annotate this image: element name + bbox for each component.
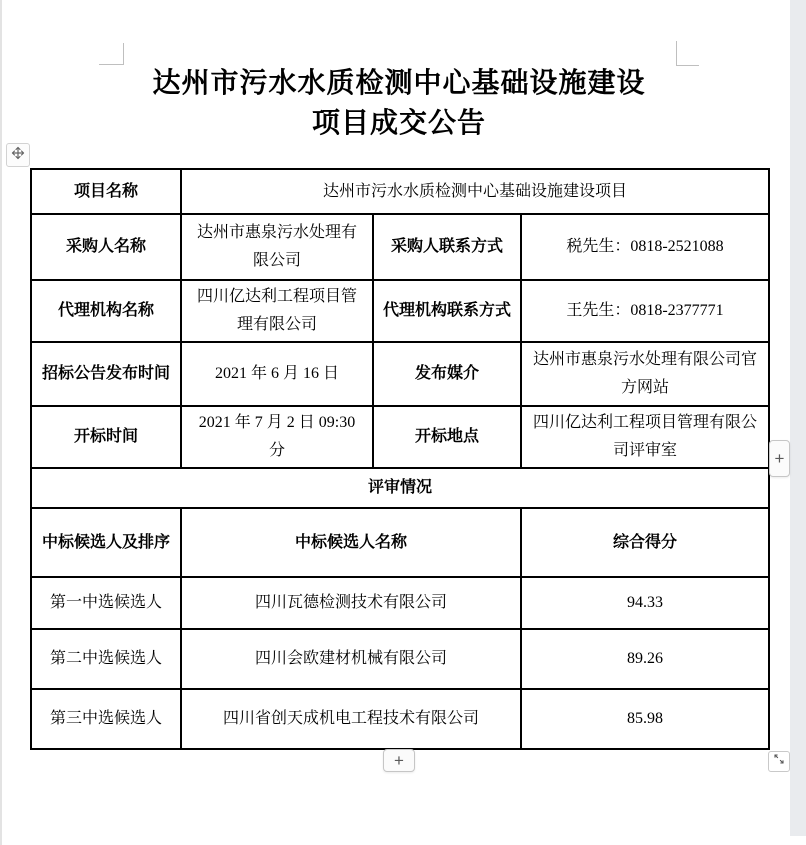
cell-announce-date-label[interactable]: 招标公告发布时间 — [31, 342, 181, 406]
cell-agency-value[interactable]: 四川亿达利工程项目管理有限公司 — [181, 280, 373, 342]
table-row-announce-date — [31, 342, 769, 406]
page-margin-mark-top-right — [676, 41, 699, 66]
table-row-project — [31, 169, 769, 214]
cell-media-label[interactable]: 发布媒介 — [373, 342, 521, 406]
vertical-scrollbar[interactable] — [790, 0, 806, 836]
cell-candidate-3-name[interactable]: 四川省创天成机电工程技术有限公司 — [181, 689, 521, 749]
add-column-button[interactable] — [769, 440, 790, 477]
resize-diagonal-icon — [772, 752, 786, 771]
cell-candidate-2-name[interactable]: 四川会欧建材机械有限公司 — [181, 629, 521, 689]
table-resize-handle[interactable] — [768, 751, 790, 772]
cell-bid-place-value[interactable]: 四川亿达利工程项目管理有限公司评审室 — [521, 406, 769, 468]
table-row-candidate-3 — [31, 689, 769, 749]
table-row-candidate-headers — [31, 508, 769, 577]
page-title-line-1: 达州市污水水质检测中心基础设施建设 — [152, 68, 646, 99]
table-row-purchaser — [31, 214, 769, 280]
cell-purchaser-value[interactable]: 达州市惠泉污水处理有限公司 — [181, 214, 373, 280]
move-icon — [10, 145, 26, 166]
cell-header-score[interactable]: 综合得分 — [521, 508, 769, 577]
cell-purchaser-label[interactable]: 采购人名称 — [31, 214, 181, 280]
page-title[interactable] — [30, 64, 768, 144]
table-row-candidate-2 — [31, 629, 769, 689]
table-row-section-header — [31, 468, 769, 508]
add-row-button[interactable] — [383, 749, 415, 772]
cell-candidate-1-score[interactable]: 94.33 — [521, 577, 769, 629]
cell-bid-place-label[interactable]: 开标地点 — [373, 406, 521, 468]
cell-agency-contact-label[interactable]: 代理机构联系方式 — [373, 280, 521, 342]
cell-agency-label[interactable]: 代理机构名称 — [31, 280, 181, 342]
page-margin-mark-top-left — [99, 43, 124, 65]
cell-candidate-2-rank[interactable]: 第二中选候选人 — [31, 629, 181, 689]
cell-purchaser-contact-value[interactable]: 税先生：0818-2521088 — [521, 214, 769, 280]
cell-announce-date-value[interactable]: 2021 年 6 月 16 日 — [181, 342, 373, 406]
plus-icon: + — [394, 751, 404, 770]
cell-header-name[interactable]: 中标候选人名称 — [181, 508, 521, 577]
cell-bid-time-label[interactable]: 开标时间 — [31, 406, 181, 468]
cell-agency-contact-value[interactable]: 王先生：0818-2377771 — [521, 280, 769, 342]
cell-header-rank[interactable]: 中标候选人及排序 — [31, 508, 181, 577]
cell-purchaser-contact-label[interactable]: 采购人联系方式 — [373, 214, 521, 280]
plus-icon: + — [774, 449, 785, 468]
cell-review-section-header[interactable]: 评审情况 — [31, 468, 769, 508]
cell-media-value[interactable]: 达州市惠泉污水处理有限公司官方网站 — [521, 342, 769, 406]
cell-candidate-1-rank[interactable]: 第一中选候选人 — [31, 577, 181, 629]
cell-project-name-value[interactable]: 达州市污水水质检测中心基础设施建设项目 — [181, 169, 769, 214]
announcement-table — [30, 168, 770, 750]
table-row-agency — [31, 280, 769, 342]
cell-candidate-1-name[interactable]: 四川瓦德检测技术有限公司 — [181, 577, 521, 629]
table-row-candidate-1 — [31, 577, 769, 629]
table-row-bid-opening — [31, 406, 769, 468]
window-left-edge — [0, 0, 2, 845]
cell-candidate-3-score[interactable]: 85.98 — [521, 689, 769, 749]
table-move-handle[interactable] — [6, 143, 30, 167]
cell-bid-time-value[interactable]: 2021 年 7 月 2 日 09:30 分 — [181, 406, 373, 468]
cell-candidate-3-rank[interactable]: 第三中选候选人 — [31, 689, 181, 749]
page-title-line-2: 项目成交公告 — [311, 108, 486, 139]
cell-project-name-label[interactable]: 项目名称 — [31, 169, 181, 214]
cell-candidate-2-score[interactable]: 89.26 — [521, 629, 769, 689]
